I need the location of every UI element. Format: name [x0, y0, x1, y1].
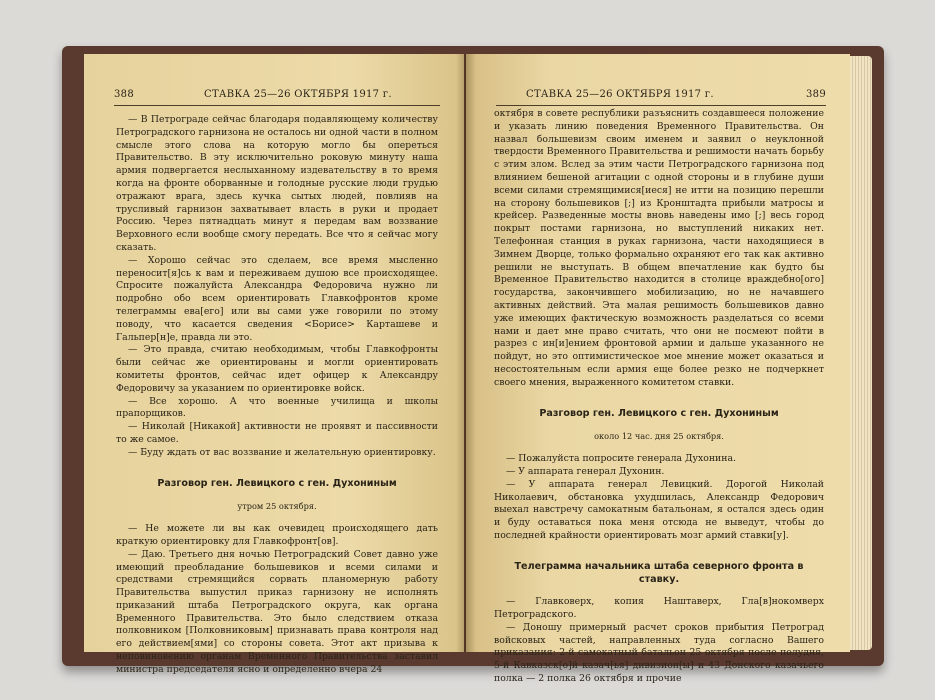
paragraph: — Главковерх, копия Наштаверх, Гла[в]нокомверх Петроградского. [494, 596, 824, 621]
paragraph: — Пожалуйста попросите генерала Духонина. [506, 453, 736, 465]
right-body-text [494, 108, 824, 686]
right-running-title: СТАВКА 25—26 ОКТЯБРЯ 1917 г. [526, 89, 714, 100]
section-heading: Телеграмма начальника штаба северного фронта в ставку. [514, 560, 804, 585]
paragraph: — Буду ждать от вас воззвание и желательную ориентировку. [128, 446, 436, 458]
left-running-head [114, 87, 440, 106]
paragraph: — Не можете ли вы как очевидец происходящего дать краткую ориентировку для Главкофронт[ов]. [116, 523, 438, 547]
right-running-head [496, 87, 826, 106]
paragraph: — Хорошо сейчас это сделаем, все время мысленно переносит[я]сь к вам и переживаем душою все происходящее. Спросите пожалуйста Александра Федоровича нужно ли подробно обо всем ориентировать Главкофронтов кроме телеграммы ева[его] или вы сами уже говорили по этому поводу, что касается сведения <Борисе> Карташеве и Гальпер[н]е, правда ли это. [116, 254, 438, 343]
paragraph: — Доношу примерный расчет сроков прибытия Петроград войсковых частей, направленных туда согласно Вашего приказания: 2-й самокатный батальон 25 октября после полудня, 5-й Кавказск[о]й казач[ья] дивизион[ы] и 43 Донского казачьего полка — 2 полка 26 октября и прочие [494, 621, 824, 685]
paragraph: — В Петрограде сейчас благодаря подавляющему количеству Петроградского гарнизона не осталось ни одной части в полном смысле этого слова на которую могло бы опереться Правительство. В эту исключительно роковую минуту наша армия подвергается неслыханному издевательству в то время когда на фронте оборванные и голодные русские люди грудью отражают врага, здесь кучка сытых людей, повлияв на трусливый гарнизон захватывает власть в руки и продает Россию. Через пятнадцать минут я передам вам воззвание Верховного если вообще смогу передать. Все что я сейчас могу сказать. [116, 114, 438, 253]
page-edges [850, 56, 872, 650]
right-page [466, 54, 850, 685]
left-running-title: СТАВКА 25—26 ОКТЯБРЯ 1917 г. [204, 89, 392, 100]
paragraph: — У аппарата генерал Левицкий. Дорогой Николай Николаевич, обстановка ухудшилась, Александр Федорович выехал навстречу самокатным батальонам, я остался здесь один и буду оставаться пока меня отсюда не выведут, чтобы до последней крайности ориентировать мозг армий ставки[у]. [494, 478, 824, 541]
paragraph: — У аппарата генерал Духонин. [506, 465, 665, 477]
paragraph: октября в совете республики разъяснить создавшееся положение и указать линию поведения Временного Правительства. Он назвал большевизм своим именем и заявил о неуклонной твердости Временного Правительства и решимости начать борьбу с этим злом. Вслед за этим части Петроградского гарнизона под влиянием бешеной агитации с одной стороны и в глубине души всеми силами стремящимися[иеся] не итти на позицию перешли на сторону большевиков [;] из Кронштадта прибыли матросы и крейсер. Разведенные мосты вновь наведены имо [;] весь город покрыт постами гарнизона, но выступлений никаких нет. Телефонная станция в руках гарнизона, части находящиеся в Зимнем Дворце, только формально охраняют его так как активно решили не выступать. В общем впечатление как будто бы Временное Правительство находится в столице враждебно[ого] государства, закончившего мобилизацию, но не начавшего активных действий. Эта малая решимость большевиков давно уже имеющих фактическую возможность разделаться со всеми нами и дает мне право считать, что они не посмеют пойти в разрез с ин[и]ением фронтовой армии и дальше указанного не пойдут, но это оптимистическое мое мнение может оказаться и несостоятельным если армия еще более резко не подчеркнет своего мнения, выраженного комитетом ставки. [494, 108, 824, 388]
section-heading: Разговор ген. Левицкого с ген. Духониным [539, 407, 779, 419]
paragraph: — Это правда, считаю необходимым, чтобы Главкофронты были сейчас же ориентированы и могли ориентировать комитеты фронтов, сейчас идет офицер к Александру Федоровичу за указанием по ориентировке войск. [116, 344, 438, 394]
book-gutter [456, 54, 476, 652]
left-body-text [116, 114, 438, 677]
left-page-number: 388 [114, 89, 134, 100]
right-page-number: 389 [806, 89, 826, 100]
section-subheading: около 12 час. дня 25 октября. [594, 431, 724, 442]
section-subheading: утром 25 октября. [237, 501, 317, 512]
paragraph: — Все хорошо. А что военные училища и школы прапорщиков. [116, 395, 438, 420]
left-page [84, 54, 464, 675]
section-heading: Разговор ген. Левицкого с ген. Духониным [157, 477, 397, 489]
paragraph: — Николай [Никакой] активности не проявят и пассивности то же самое. [116, 421, 438, 445]
paragraph: — Даю. Третьего дня ночью Петроградский Совет давно уже имеющий преобладание большевиков и всеми силами и средствами стремящийся сорвать планомерную работу Правительства выпустил приказ гарнизону не исполнять приказаний штаба Петроградского округа, как органа Временного Правительства. Это было следствием отказа полковником [Полковниковым] признавать права контроля над его действием[ями] со стороны совета. Этот акт призыва к неповиновению органам Временного Правительства заставил министра председателя ясно и определенно вчера 24 [116, 548, 438, 675]
